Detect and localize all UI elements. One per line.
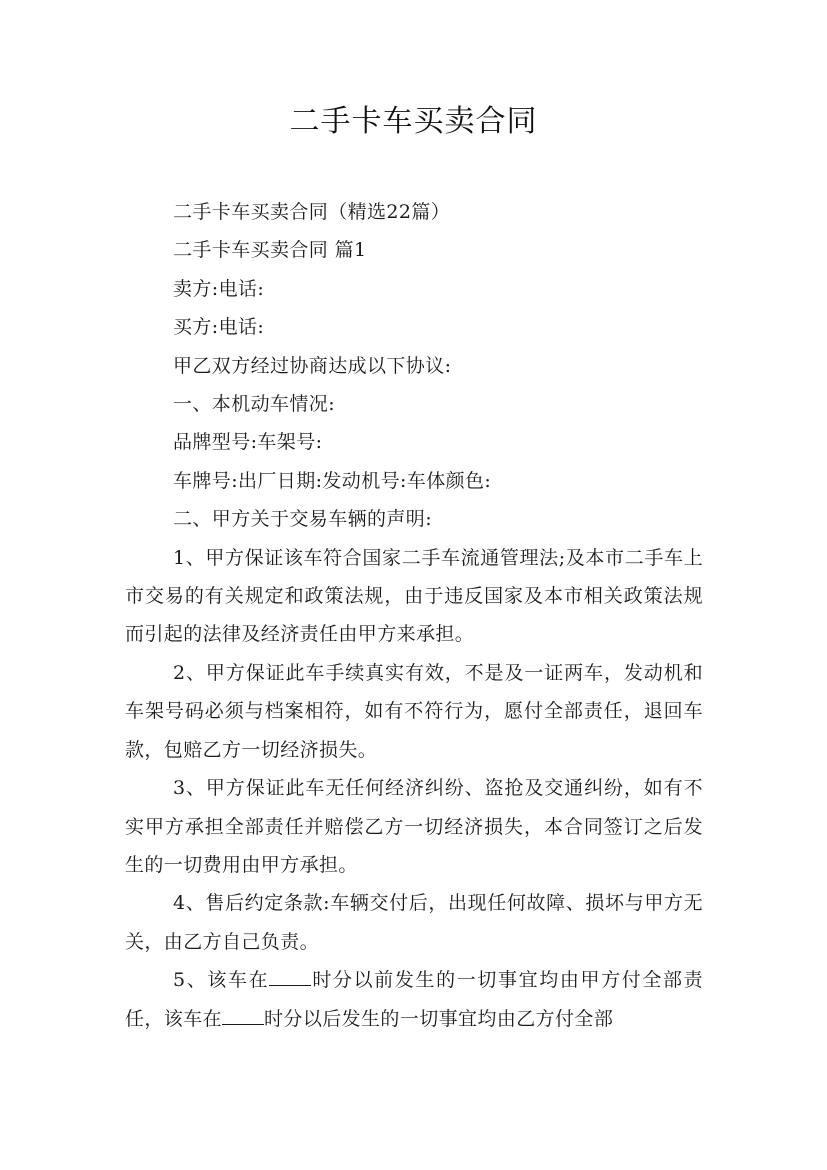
blank-line: [222, 1006, 264, 1024]
declaration-heading: 二、甲方关于交易车辆的声明:: [173, 508, 433, 531]
clause-5-part1: 5、该车在: [173, 969, 270, 992]
agreement-intro: 甲乙双方经过协商达成以下协议:: [173, 354, 452, 377]
seller-line: 卖方:电话:: [173, 277, 265, 300]
clause-5: [125, 961, 703, 1038]
clause-2: 2、甲方保证此车手续真实有效，不是及一证两车，发动机和车架号码必须与档案相符，如有不符行为，愿付全部责任，退回车款，包赔乙方一切经济损失。: [125, 661, 703, 761]
document-title: 二手卡车买卖合同: [289, 104, 538, 139]
document-body: [125, 193, 703, 1038]
clause-1: 1、甲方保证该车符合国家二手车流通管理法;及本市二手车上市交易的有关规定和政策法规，由于违反国家及本市相关政策法规而引起的法律及经济责任由甲方来承担。: [125, 546, 703, 646]
subtitle-line: 二手卡车买卖合同（精选22篇）: [173, 201, 451, 223]
buyer-line: 买方:电话:: [173, 316, 265, 339]
clause-4: 4、售后约定条款:车辆交付后，出现任何故障、损坏与甲方无关，由乙方自己负责。: [125, 892, 703, 953]
plate-line: 车牌号:出厂日期:发动机号:车体颜色:: [173, 469, 492, 492]
brand-model-line: 品牌型号:车架号:: [173, 431, 323, 454]
section-heading: 二手卡车买卖合同 篇1: [173, 239, 367, 262]
vehicle-info-heading: 一、本机动车情况:: [173, 393, 336, 416]
blank-line: [269, 968, 311, 986]
clause-3: 3、甲方保证此车无任何经济纠纷、盗抢及交通纠纷，如有不实甲方承担全部责任并赔偿乙方一切经济损失，本合同签订之后发生的一切费用由甲方承担。: [125, 777, 703, 876]
clause-5-part3: 时分以后发生的一切事宜均由乙方付全部: [264, 1007, 614, 1030]
clause-5-part2: 时分以前发生的一切事宜均由甲方付全部责任，该车在: [125, 969, 703, 1030]
